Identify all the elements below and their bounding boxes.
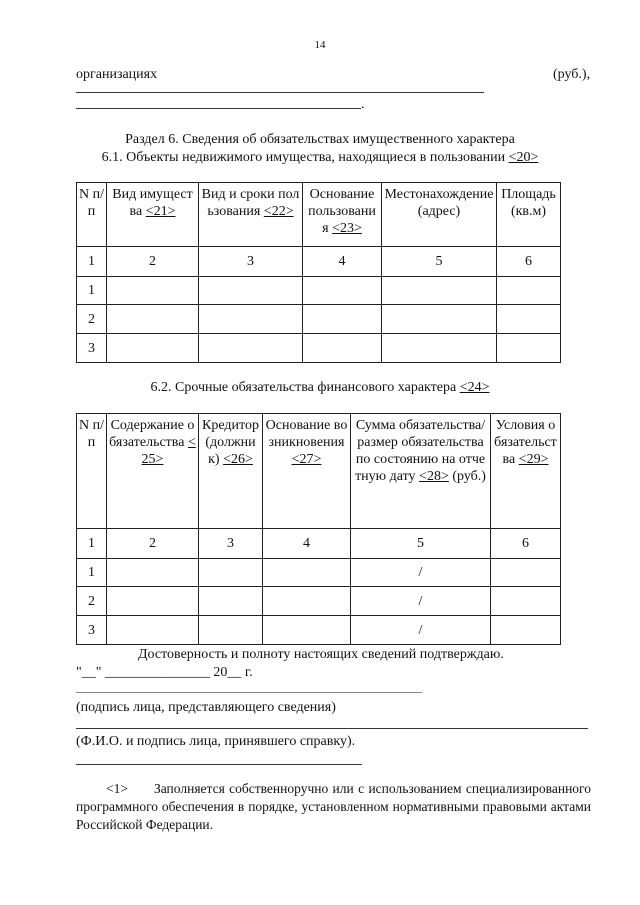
column-number: 5 [382, 247, 497, 277]
table-cell: / [351, 559, 491, 587]
column-number: 2 [107, 247, 199, 277]
organizations-text: организациях [76, 67, 158, 82]
table-cell [497, 277, 561, 305]
subsection-6-2-text: 6.2. Срочные обязательства финансового характера [150, 380, 460, 395]
table-cell [497, 305, 561, 334]
column-number: 5 [351, 529, 491, 559]
table-cell [107, 334, 199, 363]
table-cell [303, 277, 382, 305]
table-cell [263, 587, 351, 616]
table-cell [491, 616, 561, 645]
row-number: 2 [77, 587, 107, 616]
table-cell [107, 587, 199, 616]
footnote [76, 780, 591, 834]
column-number: 6 [491, 529, 561, 559]
column-number-row [77, 529, 561, 559]
table-row [77, 587, 561, 616]
table-cell [107, 559, 199, 587]
header-cell: Содержание обязательства <25> [107, 414, 199, 529]
table-cell [263, 559, 351, 587]
section-title: Раздел 6. Сведения об обязательствах имущественного характера [125, 132, 515, 147]
table-row [77, 334, 561, 363]
row-number: 3 [77, 334, 107, 363]
table-header-row [77, 414, 561, 529]
column-number: 3 [199, 247, 303, 277]
receiver-caption: (Ф.И.О. и подпись лица, принявшего справку). [76, 734, 356, 749]
receiver-line [76, 728, 588, 729]
signature-line [76, 692, 422, 693]
table-cell [382, 277, 497, 305]
table-cell [107, 616, 199, 645]
subsection-6-1-title [0, 149, 640, 167]
date-line: "__" _______________ 20__ г. [76, 665, 253, 680]
table-cell [199, 334, 303, 363]
table-cell [491, 587, 561, 616]
table-cell: / [351, 587, 491, 616]
signer-caption: (подпись лица, представляющего сведения) [76, 700, 336, 715]
column-number: 1 [77, 529, 107, 559]
column-number: 2 [107, 529, 199, 559]
table-cell [382, 334, 497, 363]
footnote-ref: <24> [459, 380, 490, 395]
real-estate-table [76, 182, 561, 363]
fill-line [76, 108, 361, 109]
footnote-separator [76, 764, 362, 765]
row-number: 1 [77, 559, 107, 587]
column-number-row [77, 247, 561, 277]
header-cell: Вид имущества <21> [107, 183, 199, 247]
column-number: 6 [497, 247, 561, 277]
header-cell: Основание пользования <23> [303, 183, 382, 247]
header-cell: N п/п [77, 183, 107, 247]
table-cell [199, 305, 303, 334]
period-mark: . [361, 97, 365, 112]
rubles-unit: (руб.), [553, 67, 591, 82]
table-cell [497, 334, 561, 363]
row-number: 1 [77, 277, 107, 305]
row-number: 2 [77, 305, 107, 334]
footnote-marker: <1> [106, 781, 128, 796]
header-cell: Кредитор (должник) <26> [199, 414, 263, 529]
column-number: 4 [263, 529, 351, 559]
header-cell: Площадь (кв.м) [497, 183, 561, 247]
row-number: 3 [77, 616, 107, 645]
footnote-ref: <20> [508, 150, 539, 165]
table-cell [263, 616, 351, 645]
table-row [77, 305, 561, 334]
table-cell [303, 305, 382, 334]
table-cell [382, 305, 497, 334]
header-cell: Вид и сроки пользования <22> [199, 183, 303, 247]
table-cell [199, 587, 263, 616]
column-number: 1 [77, 247, 107, 277]
table-cell [199, 559, 263, 587]
table-cell [107, 277, 199, 305]
attestation-text: Достоверность и полноту настоящих сведений подтверждаю. [138, 647, 504, 662]
subsection-6-1-text: 6.1. Объекты недвижимого имущества, находящиеся в пользовании [101, 150, 509, 165]
subsection-6-2-title [0, 379, 640, 397]
header-cell: Основание возникновения <27> [263, 414, 351, 529]
page-number: 14 [314, 39, 326, 51]
header-cell: Местонахождение (адрес) [382, 183, 497, 247]
header-cell: N п/п [77, 414, 107, 529]
table-row [77, 277, 561, 305]
footnote-text: Заполняется собственноручно или с использованием специализированного программного обеспечения в порядке, установленном нормативными правовыми актами Российской Федерации. [76, 781, 591, 832]
header-cell: Условия обязательства <29> [491, 414, 561, 529]
table-cell [199, 616, 263, 645]
table-header-row [77, 183, 561, 247]
table-cell [199, 277, 303, 305]
column-number: 3 [199, 529, 263, 559]
table-cell: / [351, 616, 491, 645]
column-number: 4 [303, 247, 382, 277]
financial-obligations-table [76, 413, 561, 645]
table-row [77, 559, 561, 587]
table-row [77, 616, 561, 645]
fill-line [76, 92, 484, 93]
header-cell: Сумма обязательства/размер обязательства по состоянию на отчетную дату <28> (руб.) [351, 414, 491, 529]
table-cell [491, 559, 561, 587]
table-cell [303, 334, 382, 363]
table-cell [107, 305, 199, 334]
